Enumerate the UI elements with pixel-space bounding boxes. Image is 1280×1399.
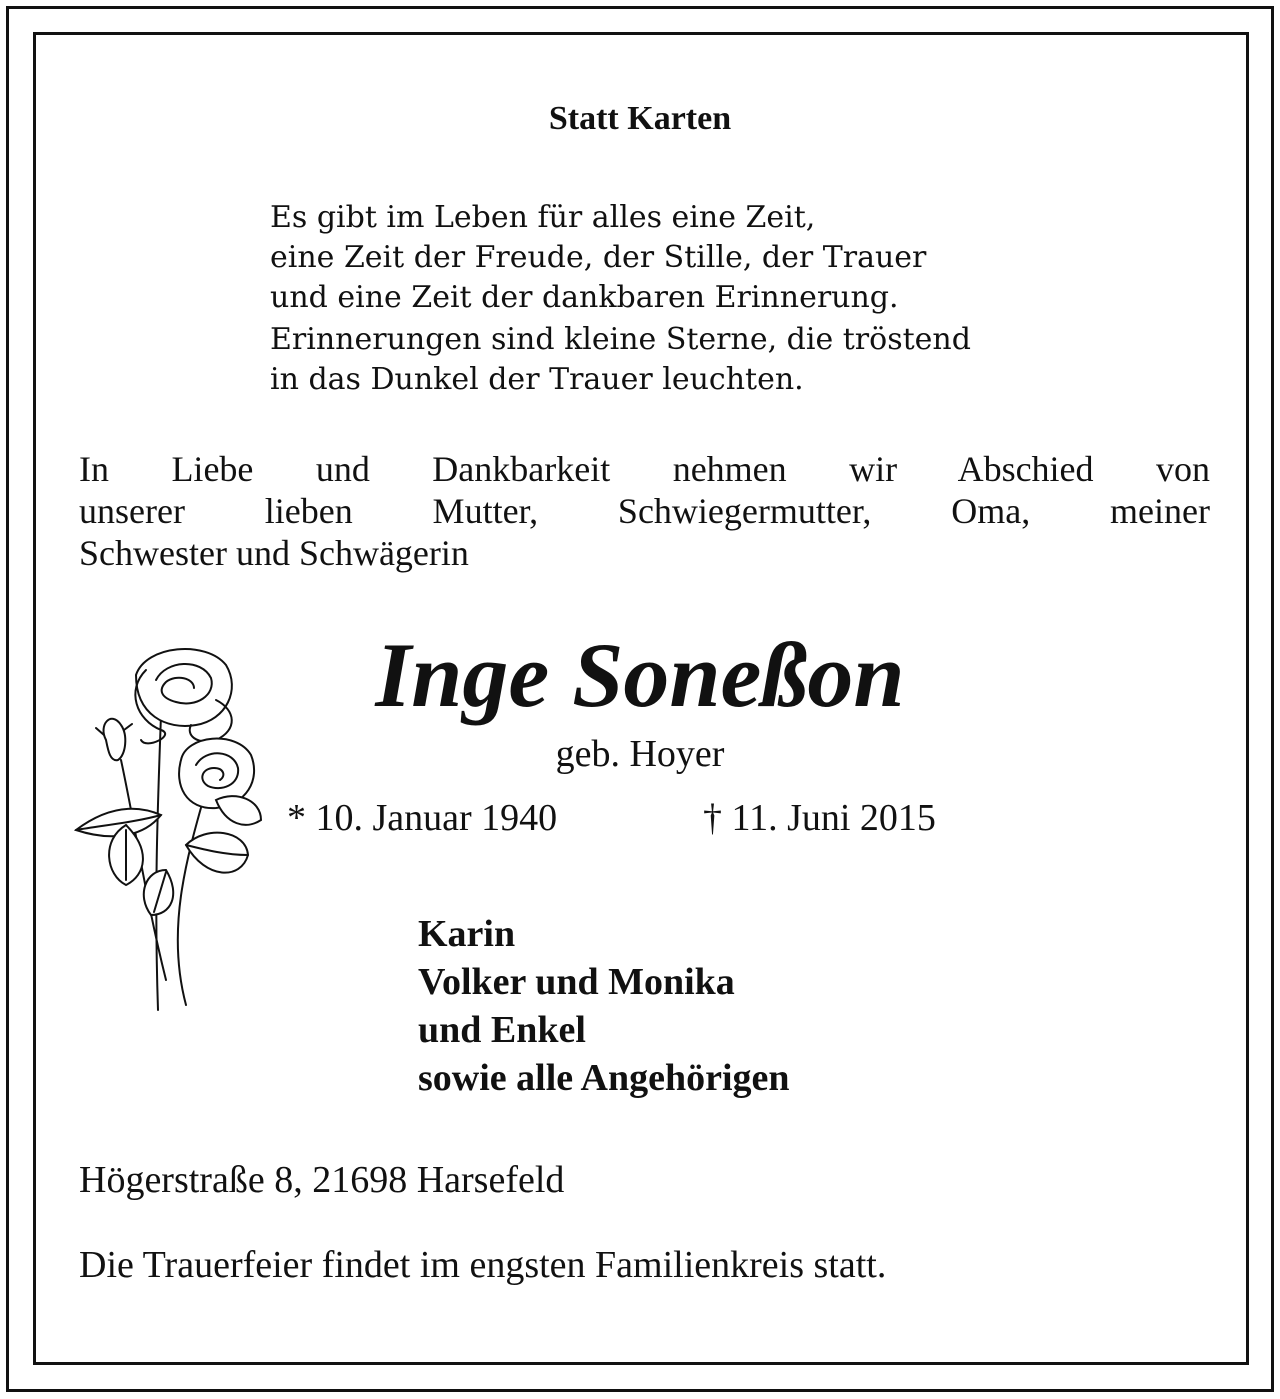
funeral-note: Die Trauerfeier findet im engsten Familienkreis statt.: [79, 1244, 887, 1286]
poem-line: eine Zeit der Freude, der Stille, der Trauer: [270, 240, 927, 275]
family-line: sowie alle Angehörigen: [418, 1057, 790, 1099]
poem-line: und eine Zeit der dankbaren Erinnerung.: [270, 280, 899, 315]
death-date: † 11. Juni 2015: [703, 797, 936, 839]
deceased-name-text: Inge Soneßon: [375, 624, 905, 726]
deceased-name: [0, 622, 1280, 728]
birth-date: * 10. Januar 1940: [287, 797, 558, 839]
intro-text: [79, 448, 1210, 574]
poem-line: Es gibt im Leben für alles eine Zeit,: [270, 200, 816, 235]
maiden-name: geb. Hoyer: [555, 733, 725, 775]
intro-line: Schwester und Schwägerin: [79, 533, 469, 573]
intro-line: unserer lieben Mutter, Schwiegermutter, Oma, meiner: [79, 491, 1210, 531]
family-line: Karin: [418, 913, 516, 955]
family-line: Volker und Monika: [418, 961, 735, 1003]
poem-stanza-1: [270, 198, 926, 318]
address: Högerstraße 8, 21698 Harsefeld: [79, 1159, 565, 1201]
family-signature: [418, 910, 790, 1102]
poem-line: Erinnerungen sind kleine Sterne, die tröstend: [270, 322, 971, 357]
header-title: Statt Karten: [548, 100, 732, 137]
intro-line: In Liebe und Dankbarkeit nehmen wir Abschied von: [79, 449, 1210, 489]
poem-stanza-2: [270, 320, 971, 400]
family-line: und Enkel: [418, 1009, 586, 1051]
poem-line: in das Dunkel der Trauer leuchten.: [270, 362, 804, 397]
